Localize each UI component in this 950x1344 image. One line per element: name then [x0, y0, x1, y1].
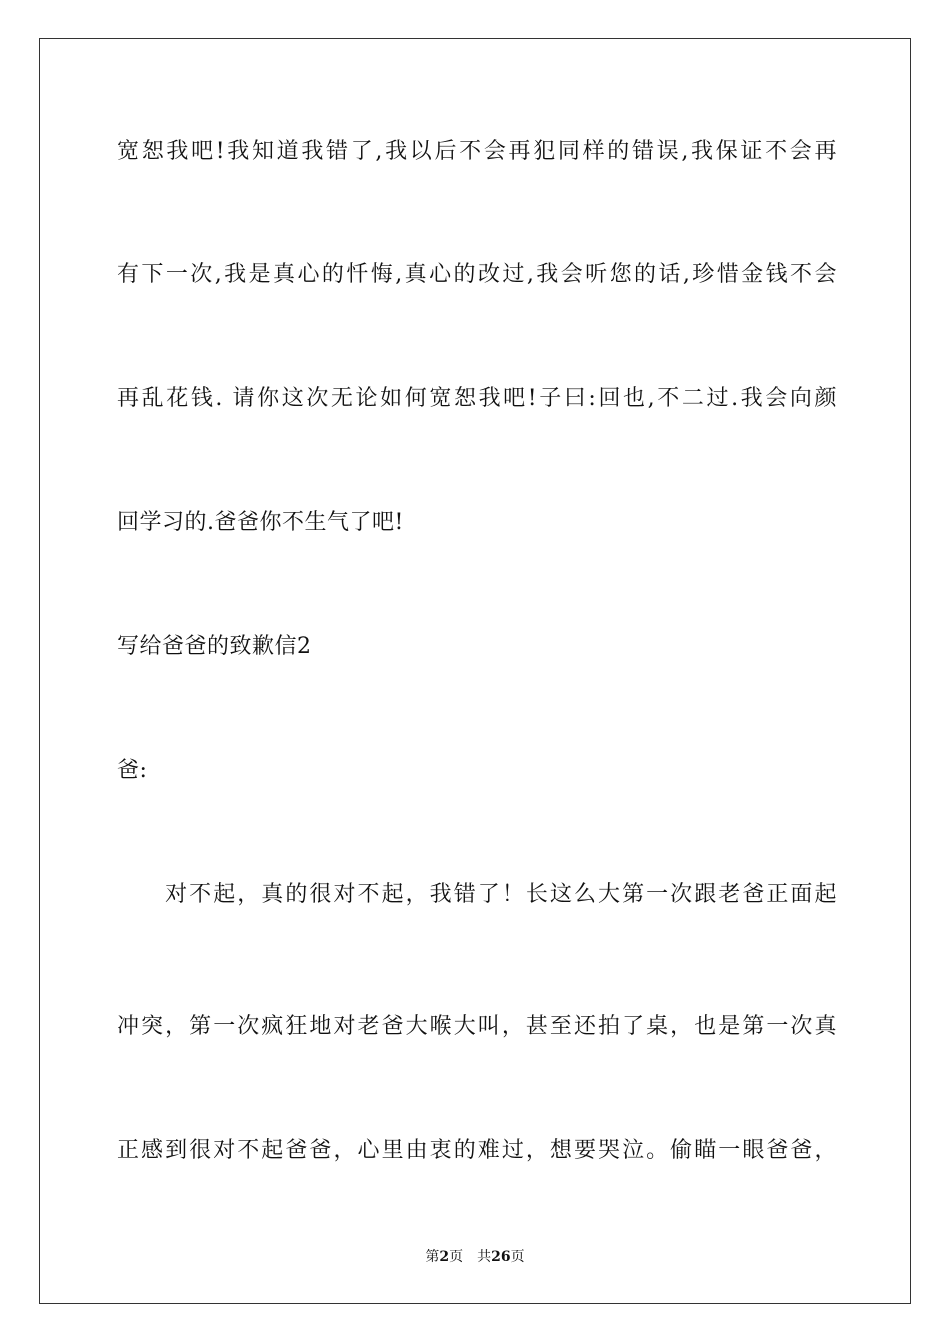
salutation: 爸: — [117, 758, 148, 783]
text-line-1: 宽恕我吧!我知道我错了,我以后不会再犯同样的错误,我保证不会再 — [117, 139, 837, 164]
footer-total-suffix: 页 — [510, 1249, 525, 1265]
section-heading: 写给爸爸的致歉信2 — [117, 634, 312, 659]
text-line-3: 再乱花钱. 请你这次无论如何宽恕我吧!子曰:回也,不二过.我会向颜 — [117, 386, 837, 411]
footer-page-suffix: 页 — [449, 1249, 464, 1265]
footer-total-prefix: 共 — [477, 1249, 492, 1265]
text-line-4: 回学习的.爸爸你不生气了吧! — [117, 510, 404, 535]
text-line-2: 有下一次,我是真心的忏悔,真心的改过,我会听您的话,珍惜金钱不会 — [117, 262, 837, 287]
text-line-7: 对不起，真的很对不起，我错了！长这么大第一次跟老爸正面起 — [117, 882, 837, 907]
footer-total-number: 26 — [491, 1249, 511, 1265]
footer-page-number: 2 — [439, 1249, 450, 1265]
footer-page-prefix: 第 — [425, 1249, 440, 1265]
page-border — [39, 38, 911, 1304]
text-line-8: 冲突，第一次疯狂地对老爸大喉大叫，甚至还拍了桌，也是第一次真 — [117, 1014, 837, 1039]
page-footer — [0, 1247, 950, 1267]
text-line-9: 正感到很对不起爸爸，心里由衷的难过，想要哭泣。偷瞄一眼爸爸， — [117, 1138, 837, 1163]
